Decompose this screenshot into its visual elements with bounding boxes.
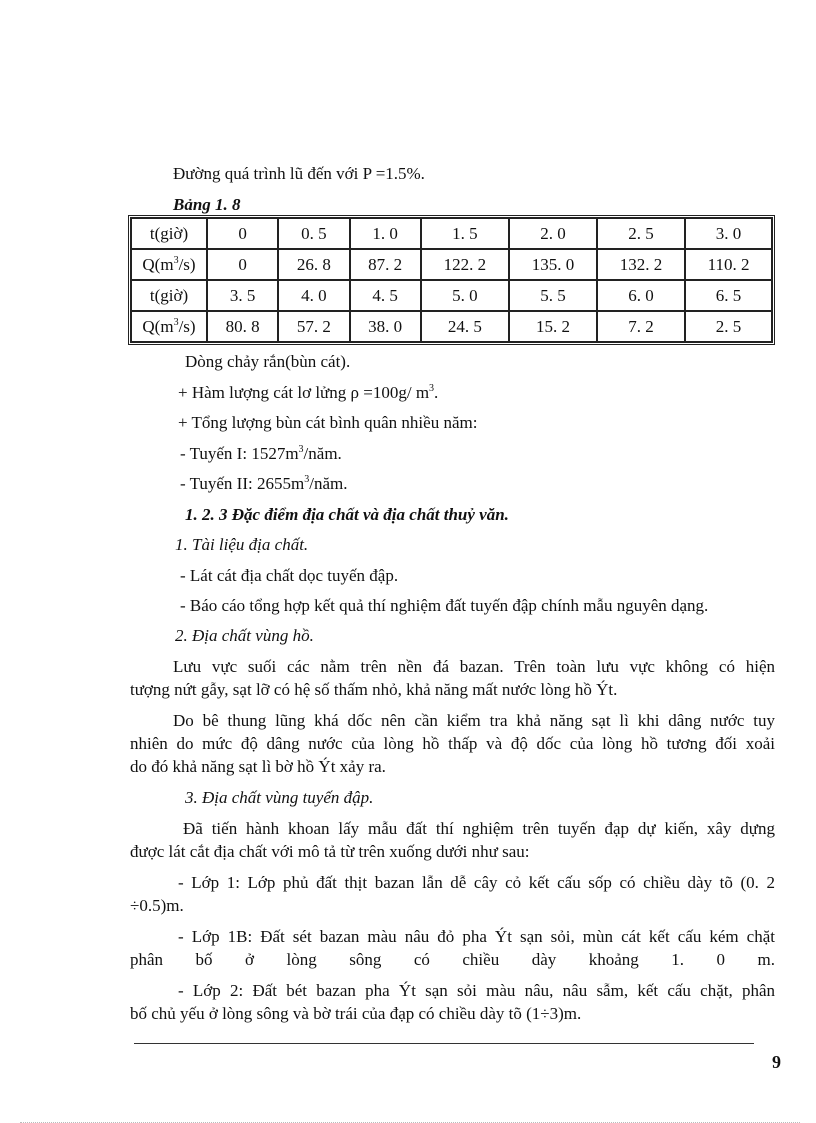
table-caption: Bảng 1. 8 bbox=[173, 195, 241, 214]
layer-line: - Lớp 1B: Đất sét bazan màu nâu đỏ pha Ýt sạn sỏi, mùn cát kết cấu kém chặt bbox=[178, 927, 775, 946]
sediment-item-1: + Hàm lượng cát lơ lửng ρ =100g/ $m^3$. bbox=[178, 383, 439, 402]
intro-text: Đường quá trình lũ đến với P =1.5%. bbox=[173, 164, 425, 183]
table-cell: 80. 8 bbox=[207, 311, 278, 342]
row-header-cell: t(giờ) bbox=[131, 280, 207, 311]
table-row bbox=[131, 311, 772, 342]
table-cell: 5. 5 bbox=[509, 280, 597, 311]
table-cell: 6. 5 bbox=[685, 280, 772, 311]
paragraph-line: tượng nứt gẫy, sạt lỡ có hệ số thấm nhỏ, khả năng mất nước lòng hồ Ýt. bbox=[130, 680, 618, 699]
table-cell: 7. 2 bbox=[597, 311, 685, 342]
table-cell: 110. 2 bbox=[685, 249, 772, 280]
table-cell: 3. 0 bbox=[685, 218, 772, 249]
row-header-cell: t(giờ) bbox=[131, 218, 207, 249]
table-cell: 6. 0 bbox=[597, 280, 685, 311]
list-item: - Báo cáo tổng hợp kết quả thí nghiệm đất tuyến đập chính mẫu nguyên dạng. bbox=[180, 596, 709, 615]
route-2: - Tuyến II: $2655m^3$/năm. bbox=[180, 474, 348, 493]
table-cell: 0. 5 bbox=[278, 218, 349, 249]
paragraph-line: nhiên do mức độ dâng nước của lòng hồ thấp và độ dốc của lòng hồ tương đối xoải bbox=[130, 734, 775, 753]
table-cell: 2. 5 bbox=[597, 218, 685, 249]
table-cell: 5. 0 bbox=[421, 280, 509, 311]
list-item: - Lát cát địa chất dọc tuyến đập. bbox=[180, 566, 399, 585]
subheading-1: 1. Tài liệu địa chất. bbox=[175, 535, 309, 554]
paragraph-line: Do bê thung lũng khá dốc nên cần kiểm tra khả năng sạt lì khi dâng nước tuy bbox=[173, 711, 775, 730]
table-row bbox=[131, 218, 772, 249]
paragraph-line: do đó khả năng sạt lì bờ hồ Ýt xảy ra. bbox=[130, 757, 386, 776]
paragraph-line: Lưu vực suối các nằm trên nền đá bazan. Trên toàn lưu vực không có hiện bbox=[173, 657, 775, 676]
flood-hydrograph-table bbox=[128, 215, 775, 345]
table-cell: 135. 0 bbox=[509, 249, 597, 280]
table-cell: 1. 0 bbox=[350, 218, 421, 249]
table-cell: 26. 8 bbox=[278, 249, 349, 280]
layer-line: - Lớp 2: Đất bét bazan pha Ýt sạn sỏi màu nâu, nâu sẫm, kết cấu chặt, phân bbox=[178, 981, 775, 1000]
table-cell: 24. 5 bbox=[421, 311, 509, 342]
table-row bbox=[131, 249, 772, 280]
route-1: - Tuyến I: $1527m^3$/năm. bbox=[180, 444, 342, 463]
table-cell: 4. 5 bbox=[350, 280, 421, 311]
layer-line: - Lớp 1: Lớp phủ đất thịt bazan lẫn dễ cây cỏ kết cấu sốp có chiều dày tõ (0. 2 bbox=[178, 873, 775, 892]
sediment-title: Dòng chảy rắn(bùn cát). bbox=[185, 352, 351, 371]
table-cell: 0 bbox=[207, 249, 278, 280]
table-cell: 0 bbox=[207, 218, 278, 249]
paragraph-line: được lát cắt địa chất với mô tả từ trên xuống dưới như sau: bbox=[130, 842, 530, 861]
table-cell: 3. 5 bbox=[207, 280, 278, 311]
table-cell: 4. 0 bbox=[278, 280, 349, 311]
table-cell: 38. 0 bbox=[350, 311, 421, 342]
sediment-item-2: + Tổng lượng bùn cát bình quân nhiều năm: bbox=[178, 413, 478, 432]
table-cell: 87. 2 bbox=[350, 249, 421, 280]
page-number: 9 bbox=[772, 1052, 781, 1072]
subheading-3: 3. Địa chất vùng tuyến đập. bbox=[185, 788, 374, 807]
layer-line: phân bố ở lòng sông có chiều dày khoảng 1. 0 m. bbox=[130, 950, 775, 969]
table-cell: 132. 2 bbox=[597, 249, 685, 280]
table-cell: 15. 2 bbox=[509, 311, 597, 342]
table-cell: 122. 2 bbox=[421, 249, 509, 280]
layer-line: ÷0.5)m. bbox=[130, 896, 184, 915]
subheading-2: 2. Địa chất vùng hồ. bbox=[175, 626, 314, 645]
footer-rule bbox=[134, 1043, 754, 1044]
table-cell: 1. 5 bbox=[421, 218, 509, 249]
layer-line: bố chủ yếu ở lòng sông và bờ trái của đạp có chiều dày tõ (1÷3)m. bbox=[130, 1004, 582, 1023]
table-row bbox=[131, 280, 772, 311]
table-cell: 2. 0 bbox=[509, 218, 597, 249]
paragraph-line: Đã tiến hành khoan lấy mẫu đất thí nghiệm trên tuyến đạp dự kiến, xây dựng bbox=[183, 819, 775, 838]
table-cell: 57. 2 bbox=[278, 311, 349, 342]
row-header-cell: $Q(m^3/s)$ bbox=[131, 311, 207, 342]
section-heading: 1. 2. 3 Đặc điểm địa chất và địa chất thuỷ văn. bbox=[185, 505, 509, 524]
table-cell: 2. 5 bbox=[685, 311, 772, 342]
row-header-cell: $Q(m^3/s)$ bbox=[131, 249, 207, 280]
